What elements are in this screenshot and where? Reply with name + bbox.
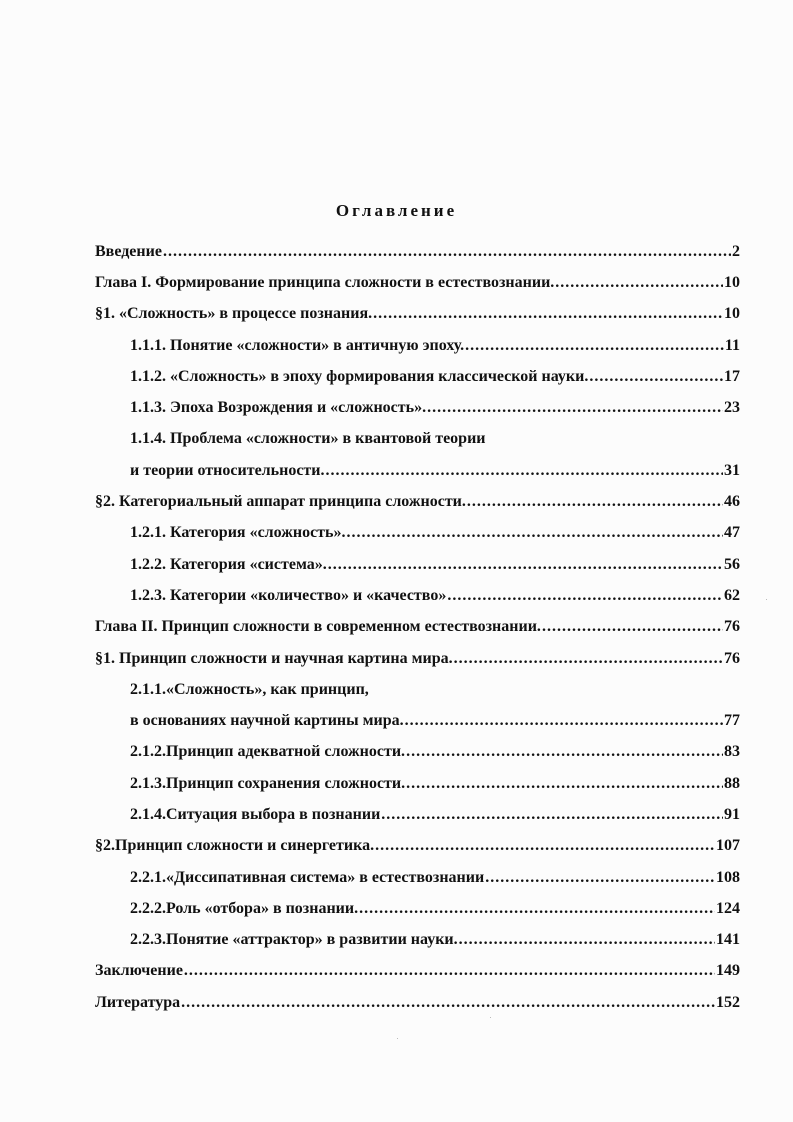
toc-entry-page: 47 bbox=[724, 524, 740, 542]
table-of-contents bbox=[95, 236, 740, 1018]
toc-entry bbox=[95, 267, 740, 298]
toc-entry-page: 76 bbox=[724, 618, 740, 636]
toc-entry bbox=[95, 580, 740, 611]
dot-leader bbox=[406, 742, 723, 762]
toc-title: Оглавление bbox=[335, 201, 458, 220]
dot-leader bbox=[375, 836, 715, 856]
dot-leader bbox=[326, 461, 724, 481]
toc-entry bbox=[95, 737, 740, 768]
toc-entry bbox=[95, 612, 740, 643]
toc-entry bbox=[95, 925, 740, 956]
dot-leader bbox=[373, 304, 723, 324]
dot-leader bbox=[163, 242, 731, 262]
toc-entry-label: и теории относительности. bbox=[130, 461, 325, 479]
dot-leader bbox=[184, 961, 715, 981]
toc-entry-label: Литература bbox=[95, 993, 181, 1011]
toc-entry-label: 2.2.2.Роль «отбора» в познании. bbox=[130, 899, 359, 917]
toc-entry-page: 62 bbox=[724, 586, 740, 604]
toc-entry-label: 1.1.1. Понятие «сложности» в античную эпоху. bbox=[130, 336, 465, 354]
toc-entry-page: 91 bbox=[724, 805, 740, 823]
toc-entry-label: §1. Принцип сложности и научная картина мира. bbox=[95, 649, 453, 667]
dot-leader bbox=[589, 367, 723, 387]
dot-leader bbox=[381, 805, 723, 825]
toc-entry-page: 76 bbox=[724, 649, 740, 667]
toc-entry-label: 1.2.2. Категория «система». bbox=[130, 555, 327, 573]
toc-entry bbox=[95, 705, 740, 736]
dot-leader bbox=[447, 586, 723, 606]
dot-leader bbox=[359, 899, 715, 919]
toc-entry-page: 107 bbox=[716, 837, 740, 855]
dot-leader bbox=[465, 336, 724, 356]
toc-entry bbox=[95, 956, 740, 987]
dot-leader bbox=[427, 398, 723, 418]
toc-entry-label: Заключение bbox=[95, 962, 183, 980]
toc-entry bbox=[95, 455, 740, 486]
toc-entry bbox=[95, 831, 740, 862]
toc-entry-page: 10 bbox=[724, 305, 740, 323]
toc-entry-page: 23 bbox=[724, 399, 740, 417]
dot-leader bbox=[467, 492, 723, 512]
toc-entry bbox=[95, 486, 740, 517]
scan-speck bbox=[397, 1038, 398, 1039]
toc-entry-page: 11 bbox=[724, 336, 740, 354]
toc-entry bbox=[95, 674, 740, 705]
toc-entry-page: 46 bbox=[724, 493, 740, 511]
toc-entry bbox=[95, 768, 740, 799]
dot-leader bbox=[328, 555, 723, 575]
toc-entry-label: 2.1.2.Принцип адекватной сложности. bbox=[130, 743, 406, 761]
toc-entry-label: 2.2.1.«Диссипативная система» в естествознании bbox=[130, 868, 485, 886]
toc-entry bbox=[95, 799, 740, 830]
toc-entry-page: 88 bbox=[724, 774, 740, 792]
toc-entry-label: 2.1.1.«Сложность», как принцип, bbox=[130, 680, 369, 698]
dot-leader bbox=[542, 617, 723, 637]
toc-entry-label: 2.1.4.Ситуация выбора в познании bbox=[130, 805, 381, 823]
toc-entry-label: §2. Категориальный аппарат принципа сложности. bbox=[95, 493, 466, 511]
toc-entry-page: 149 bbox=[716, 962, 740, 980]
toc-entry-label: §1. «Сложность» в процессе познания. bbox=[95, 305, 373, 323]
toc-entry-label: 1.1.3. Эпоха Возрождения и «сложность». bbox=[130, 399, 427, 417]
dot-leader bbox=[555, 273, 723, 293]
toc-entry bbox=[95, 549, 740, 580]
toc-entry-label: Глава I. Формирование принципа сложности в естествознании. bbox=[95, 273, 555, 291]
toc-entry-page: 124 bbox=[716, 899, 740, 917]
toc-entry-page: 17 bbox=[724, 367, 740, 385]
toc-entry bbox=[95, 643, 740, 674]
toc-entry-label: в основаниях научной картины мира. bbox=[130, 712, 404, 730]
scan-speck bbox=[490, 1017, 491, 1018]
dot-leader bbox=[406, 774, 723, 794]
toc-entry-label: 1.2.1. Категория «сложность». bbox=[130, 524, 346, 542]
toc-entry-label: §2.Принцип сложности и синергетика. bbox=[95, 837, 375, 855]
scan-speck bbox=[766, 599, 767, 600]
toc-entry-page: 10 bbox=[724, 273, 740, 291]
toc-entry-label: 1.1.2. «Сложность» в эпоху формирования классической науки. bbox=[130, 367, 589, 385]
toc-entry-page: 141 bbox=[716, 931, 740, 949]
toc-entry-label: Глава II. Принцип сложности в современном естествознании. bbox=[95, 618, 541, 636]
toc-entry bbox=[95, 424, 740, 455]
dot-leader bbox=[459, 930, 715, 950]
toc-entry-label: 2.2.3.Понятие «аттрактор» в развитии науки. bbox=[130, 931, 458, 949]
dot-leader bbox=[485, 868, 715, 888]
toc-entry bbox=[95, 392, 740, 423]
toc-entry bbox=[95, 893, 740, 924]
toc-entry-label: 2.1.3.Принцип сохранения сложности. bbox=[130, 774, 406, 792]
toc-entry bbox=[95, 862, 740, 893]
toc-entry bbox=[95, 361, 740, 392]
dot-leader bbox=[454, 649, 723, 669]
toc-entry-page: 56 bbox=[724, 555, 740, 573]
toc-entry-page: 31 bbox=[724, 461, 740, 479]
toc-entry-page: 77 bbox=[724, 712, 740, 730]
toc-entry bbox=[95, 987, 740, 1018]
dot-leader bbox=[181, 993, 715, 1013]
toc-entry bbox=[95, 299, 740, 330]
toc-entry bbox=[95, 330, 740, 361]
toc-entry bbox=[95, 236, 740, 267]
dot-leader bbox=[405, 711, 723, 731]
toc-entry-page: 152 bbox=[716, 993, 740, 1011]
toc-entry-label: 1.2.3. Категории «количество» и «качество» bbox=[130, 586, 447, 604]
toc-entry-page: 83 bbox=[724, 743, 740, 761]
toc-entry-page: 108 bbox=[716, 868, 740, 886]
toc-entry-label: 1.1.4. Проблема «сложности» в квантовой теории bbox=[130, 430, 486, 448]
toc-entry bbox=[95, 518, 740, 549]
toc-entry-label: Введение bbox=[95, 242, 162, 260]
toc-entry-page: 2 bbox=[732, 242, 740, 260]
dot-leader bbox=[347, 523, 724, 543]
